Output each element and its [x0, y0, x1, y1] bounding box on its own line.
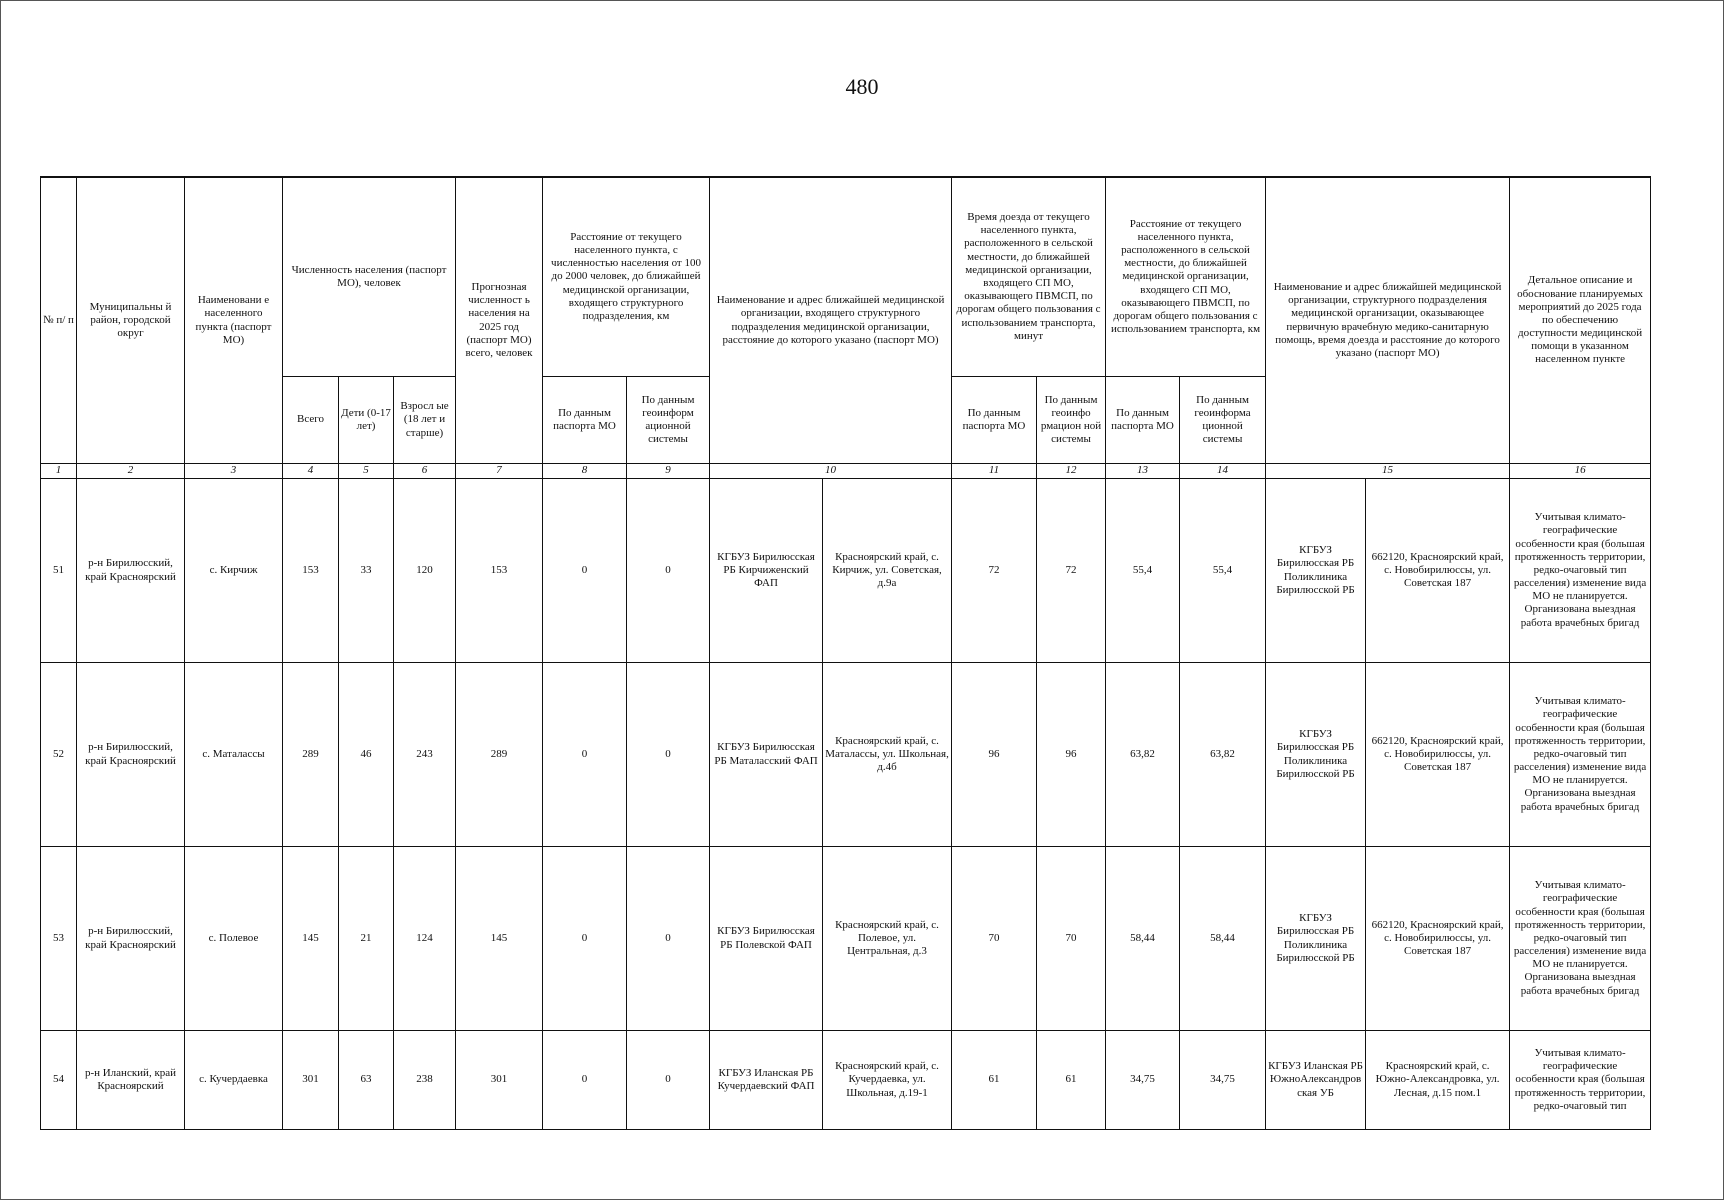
cell-dist-passport: 0	[543, 663, 627, 847]
cell-primary-address: Красноярский край, с. Южно-Александровка, ул. Лесная, д.15 пом.1	[1366, 1031, 1510, 1130]
header-col-description: Детальное описание и обоснование планируемых мероприятий до 2025 года по обеспечению доступности медицинской помощи в указанном населенном пункте	[1510, 177, 1651, 464]
cell-pop-total: 289	[283, 663, 339, 847]
cell-road-gis: 58,44	[1180, 847, 1266, 1031]
cell-primary-name: КГБУЗ Иланская РБ ЮжноАлександровская УБ	[1266, 1031, 1366, 1130]
cell-district: р-н Бирилюсский, край Красноярский	[77, 847, 185, 1031]
table-row	[41, 479, 1651, 663]
cell-primary-address: 662120, Красноярский край, с. Новобирилюссы, ул. Советская 187	[1366, 847, 1510, 1031]
cell-org-address: Красноярский край, с. Маталассы, ул. Школьная, д.4б	[823, 663, 952, 847]
cell-settlement: с. Кучердаевка	[185, 1031, 283, 1130]
cell-dist-gis: 0	[627, 847, 710, 1031]
header-time-gis: По данным геоинфо рмацион ной системы	[1037, 377, 1106, 464]
cell-district: р-н Бирилюсский, край Красноярский	[77, 663, 185, 847]
cell-pop-total: 301	[283, 1031, 339, 1130]
cell-district: р-н Иланский, край Красноярский	[77, 1031, 185, 1130]
cell-road-gis: 34,75	[1180, 1031, 1266, 1130]
cell-time-gis: 96	[1037, 663, 1106, 847]
column-number: 9	[627, 464, 710, 479]
cell-primary-name: КГБУЗ Бирилюсская РБ Поликлиника Бирилюсской РБ	[1266, 663, 1366, 847]
cell-time-gis: 61	[1037, 1031, 1106, 1130]
cell-no: 54	[41, 1031, 77, 1130]
header-road-passport: По данным паспорта МО	[1106, 377, 1180, 464]
header-col-primary-org: Наименование и адрес ближайшей медицинской организации, структурного подразделения медицинской организации, оказывающее первичную врачебную медико-санитарную помощь, время доезда и расстояние до которого указано (паспорт МО)	[1266, 177, 1510, 464]
cell-org-address: Красноярский край, с. Кучердаевка, ул. Школьная, д.19-1	[823, 1031, 952, 1130]
column-number: 16	[1510, 464, 1651, 479]
header-col-nearest-org: Наименование и адрес ближайшей медицинской организации, входящего структурного подразделения медицинской организации, расстояние до которого указано (паспорт МО)	[710, 177, 952, 464]
cell-pop-children: 63	[339, 1031, 394, 1130]
header-road-group: Расстояние от текущего населенного пункта, расположенного в сельской местности, до ближайшей медицинской организации, входящего СП МО, оказывающего ПВМСП, по дорогам общего пользования с использованием транспорта, км	[1106, 177, 1266, 377]
column-number: 15	[1266, 464, 1510, 479]
cell-forecast: 145	[456, 847, 543, 1031]
column-number: 8	[543, 464, 627, 479]
cell-no: 53	[41, 847, 77, 1031]
header-col-no: № п/ п	[41, 177, 77, 464]
cell-time-passport: 61	[952, 1031, 1037, 1130]
cell-road-passport: 63,82	[1106, 663, 1180, 847]
column-number: 10	[710, 464, 952, 479]
header-dist-gis: По данным геоинформ ационной системы	[627, 377, 710, 464]
header-population-group: Численность населения (паспорт МО), человек	[283, 177, 456, 377]
cell-primary-address: 662120, Красноярский край, с. Новобирилюссы, ул. Советская 187	[1366, 479, 1510, 663]
cell-dist-gis: 0	[627, 663, 710, 847]
cell-pop-total: 153	[283, 479, 339, 663]
column-number: 2	[77, 464, 185, 479]
cell-dist-passport: 0	[543, 1031, 627, 1130]
medical-accessibility-table	[40, 176, 1651, 1130]
cell-dist-gis: 0	[627, 479, 710, 663]
cell-forecast: 153	[456, 479, 543, 663]
cell-no: 51	[41, 479, 77, 663]
cell-pop-children: 33	[339, 479, 394, 663]
cell-road-gis: 55,4	[1180, 479, 1266, 663]
cell-road-gis: 63,82	[1180, 663, 1266, 847]
cell-pop-adults: 243	[394, 663, 456, 847]
cell-settlement: с. Кирчиж	[185, 479, 283, 663]
cell-time-gis: 72	[1037, 479, 1106, 663]
header-col-forecast: Прогнозная численност ь населения на 2025 год (паспорт МО) всего, человек	[456, 177, 543, 464]
header-time-group: Время доезда от текущего населенного пункта, расположенного в сельской местности, до ближайшей медицинской организации, входящего СП МО, оказывающего ПВМСП, по дорогам общего пользования с использованием транспорта, минут	[952, 177, 1106, 377]
table-row	[41, 663, 1651, 847]
column-number: 5	[339, 464, 394, 479]
cell-time-passport: 96	[952, 663, 1037, 847]
cell-primary-address: 662120, Красноярский край, с. Новобирилюссы, ул. Советская 187	[1366, 663, 1510, 847]
column-number: 14	[1180, 464, 1266, 479]
table-row	[41, 847, 1651, 1031]
cell-org-name: КГБУЗ Бирилюсская РБ Полевской ФАП	[710, 847, 823, 1031]
column-number: 1	[41, 464, 77, 479]
header-dist-passport: По данным паспорта МО	[543, 377, 627, 464]
cell-pop-adults: 124	[394, 847, 456, 1031]
cell-dist-passport: 0	[543, 847, 627, 1031]
page-number: 480	[845, 74, 879, 99]
cell-road-passport: 34,75	[1106, 1031, 1180, 1130]
cell-description: Учитывая климато-географические особенности края (большая протяженность территории, редко-очаговый тип	[1510, 1031, 1651, 1130]
cell-district: р-н Бирилюсский, край Красноярский	[77, 479, 185, 663]
column-number: 13	[1106, 464, 1180, 479]
cell-primary-name: КГБУЗ Бирилюсская РБ Поликлиника Бирилюсской РБ	[1266, 479, 1366, 663]
header-pop-adults: Взросл ые (18 лет и старше)	[394, 377, 456, 464]
column-number: 6	[394, 464, 456, 479]
cell-org-address: Красноярский край, с. Полевое, ул. Центральная, д.3	[823, 847, 952, 1031]
cell-org-name: КГБУЗ Бирилюсская РБ Маталасский ФАП	[710, 663, 823, 847]
cell-description: Учитывая климато-географические особенности края (большая протяженность территории, редко-очаговый тип расселения) изменение вида МО не планируется. Организована выездная работа врачебных бригад	[1510, 663, 1651, 847]
cell-primary-name: КГБУЗ Бирилюсская РБ Поликлиника Бирилюсской РБ	[1266, 847, 1366, 1031]
column-number: 12	[1037, 464, 1106, 479]
cell-pop-adults: 120	[394, 479, 456, 663]
cell-pop-children: 46	[339, 663, 394, 847]
header-col-settlement: Наименовани е населенного пункта (паспорт МО)	[185, 177, 283, 464]
cell-dist-gis: 0	[627, 1031, 710, 1130]
cell-settlement: с. Маталассы	[185, 663, 283, 847]
cell-org-address: Красноярский край, с. Кирчиж, ул. Советская, д.9а	[823, 479, 952, 663]
header-time-passport: По данным паспорта МО	[952, 377, 1037, 464]
header-road-gis: По данным геоинформа ционной системы	[1180, 377, 1266, 464]
header-pop-children: Дети (0-17 лет)	[339, 377, 394, 464]
cell-no: 52	[41, 663, 77, 847]
cell-forecast: 301	[456, 1031, 543, 1130]
cell-road-passport: 55,4	[1106, 479, 1180, 663]
column-number: 4	[283, 464, 339, 479]
cell-road-passport: 58,44	[1106, 847, 1180, 1031]
table-row	[41, 1031, 1651, 1130]
cell-time-passport: 70	[952, 847, 1037, 1031]
column-number: 11	[952, 464, 1037, 479]
cell-forecast: 289	[456, 663, 543, 847]
cell-pop-children: 21	[339, 847, 394, 1031]
cell-time-gis: 70	[1037, 847, 1106, 1031]
header-distance-group: Расстояние от текущего населенного пункта, с численностью населения от 100 до 2000 человек, до ближайшей медицинской организации, входящего структурного подразделения, км	[543, 177, 710, 377]
cell-dist-passport: 0	[543, 479, 627, 663]
cell-pop-total: 145	[283, 847, 339, 1031]
cell-org-name: КГБУЗ Бирилюсская РБ Кирчиженский ФАП	[710, 479, 823, 663]
column-number: 3	[185, 464, 283, 479]
cell-description: Учитывая климато-географические особенности края (большая протяженность территории, редко-очаговый тип расселения) изменение вида МО не планируется. Организована выездная работа врачебных бригад	[1510, 847, 1651, 1031]
cell-org-name: КГБУЗ Иланская РБ Кучердаевский ФАП	[710, 1031, 823, 1130]
cell-description: Учитывая климато-географические особенности края (большая протяженность территории, редко-очаговый тип расселения) изменение вида МО не планируется. Организована выездная работа врачебных бригад	[1510, 479, 1651, 663]
cell-settlement: с. Полевое	[185, 847, 283, 1031]
cell-pop-adults: 238	[394, 1031, 456, 1130]
header-col-district: Муниципальны й район, городской округ	[77, 177, 185, 464]
header-pop-total: Всего	[283, 377, 339, 464]
cell-time-passport: 72	[952, 479, 1037, 663]
column-number: 7	[456, 464, 543, 479]
